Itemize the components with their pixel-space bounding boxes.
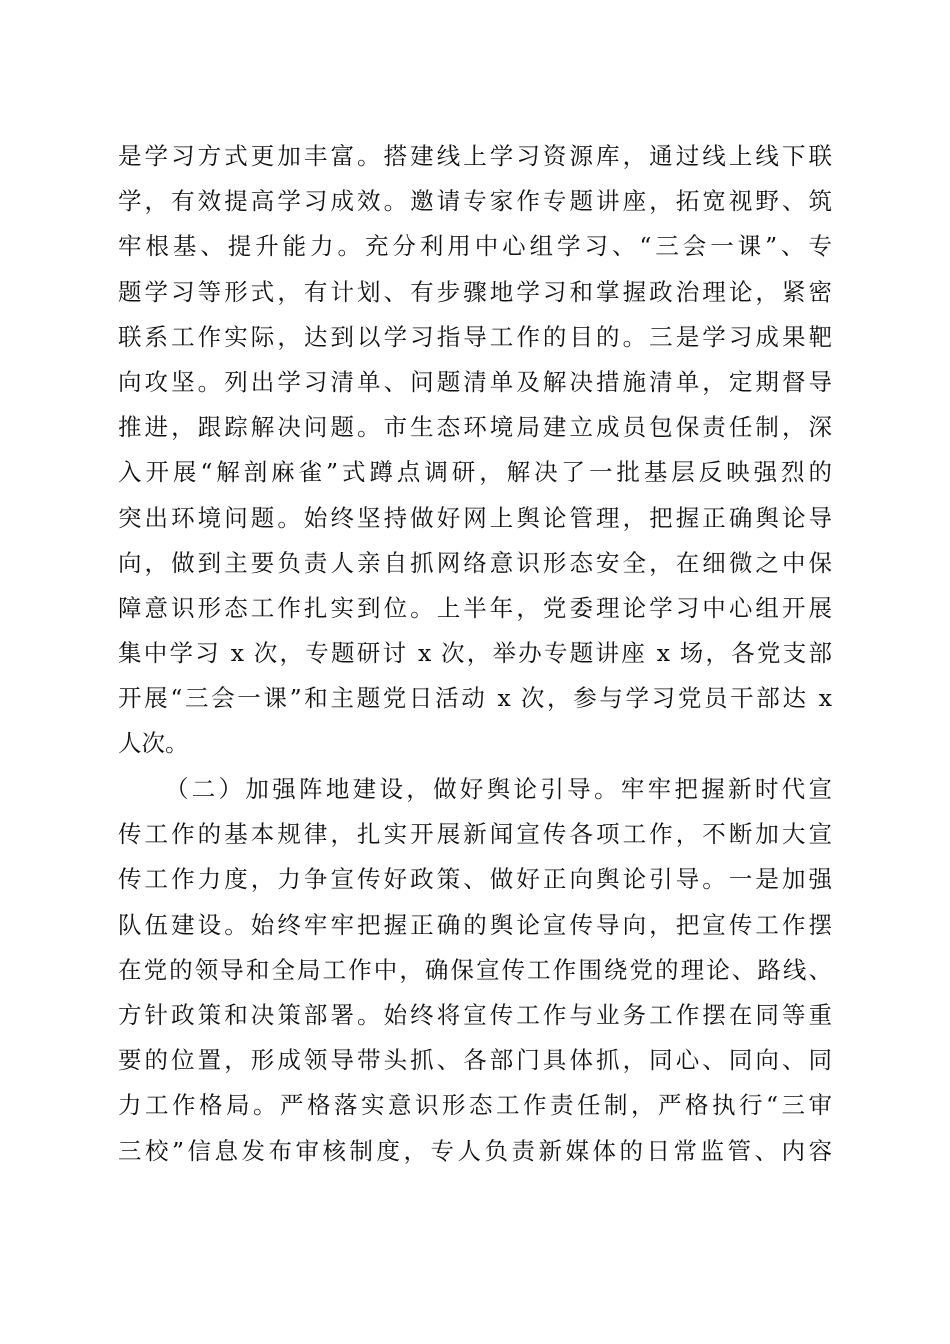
paragraph-first-line: [118, 767, 832, 812]
paragraph-line: 三校”信息发布审核制度，专人负责新媒体的日常监管、内容: [118, 1136, 832, 1165]
paragraph-1: [118, 134, 832, 767]
paragraph-line: 入开展“解剖麻雀”式蹲点调研，解决了一批基层反映强烈的: [118, 458, 832, 487]
paragraph-line: 方针政策和决策部署。始终将宣传工作与业务工作摆在同等重: [118, 1000, 832, 1029]
paragraph-line: 是学习方式更加丰富。搭建线上学习资源库，通过线上线下联: [118, 142, 832, 170]
paragraph-line: 学，有效提高学习成效。邀请专家作专题讲座，拓宽视野、筑: [118, 187, 832, 216]
paragraph-line: 向攻坚。列出学习清单、问题清单及解决措施清单，定期督导: [118, 367, 832, 396]
paragraph-line: 集中学习 x 次，专题研讨 x 次，举办专题讲座 x 场，各党支部: [118, 639, 832, 668]
paragraph-line: 突出环境问题。始终坚持做好网上舆论管理，把握正确舆论导: [118, 503, 832, 532]
paragraph-line: 要的位置，形成领导带头抓、各部门具体抓，同心、同向、同: [118, 1046, 832, 1075]
paragraph-2: [118, 767, 832, 1174]
paragraph-line: 题学习等形式，有计划、有步骤地学习和掌握政治理论，紧密: [118, 277, 832, 306]
paragraph-line: 传工作力度，力争宣传好政策、做好正向舆论引导。一是加强: [118, 865, 832, 894]
paragraph-line: 开展“三会一课”和主题党日活动 x 次，参与学习党员干部达 x: [118, 684, 832, 713]
paragraph-line: 力工作格局。严格落实意识形态工作责任制，严格执行“三审: [118, 1091, 832, 1120]
paragraph-line: 联系工作实际，达到以学习指导工作的目的。三是学习成果靶: [118, 322, 832, 351]
paragraph-line-text: 牢牢把握新时代宣: [620, 775, 832, 803]
paragraph-line: 向，做到主要负责人亲自抓网络意识形态安全，在细微之中保: [118, 548, 832, 577]
section-heading: （二）加强阵地建设，做好舆论引导。: [165, 775, 621, 803]
paragraph-line: 传工作的基本规律，扎实开展新闻宣传各项工作，不断加大宣: [118, 820, 832, 849]
paragraph-line: 障意识形态工作扎实到位。上半年，党委理论学习中心组开展: [118, 593, 832, 622]
paragraph-line: 推进，跟踪解决问题。市生态环境局建立成员包保责任制，深: [118, 413, 832, 442]
paragraph-line: 在党的领导和全局工作中，确保宣传工作围绕党的理论、路线、: [118, 955, 832, 984]
paragraph-line: 队伍建设。始终牢牢把握正确的舆论宣传导向，把宣传工作摆: [118, 910, 832, 939]
paragraph-line: 人次。: [118, 729, 189, 758]
paragraph-line: 牢根基、提升能力。充分利用中心组学习、“三会一课”、专: [118, 232, 832, 261]
